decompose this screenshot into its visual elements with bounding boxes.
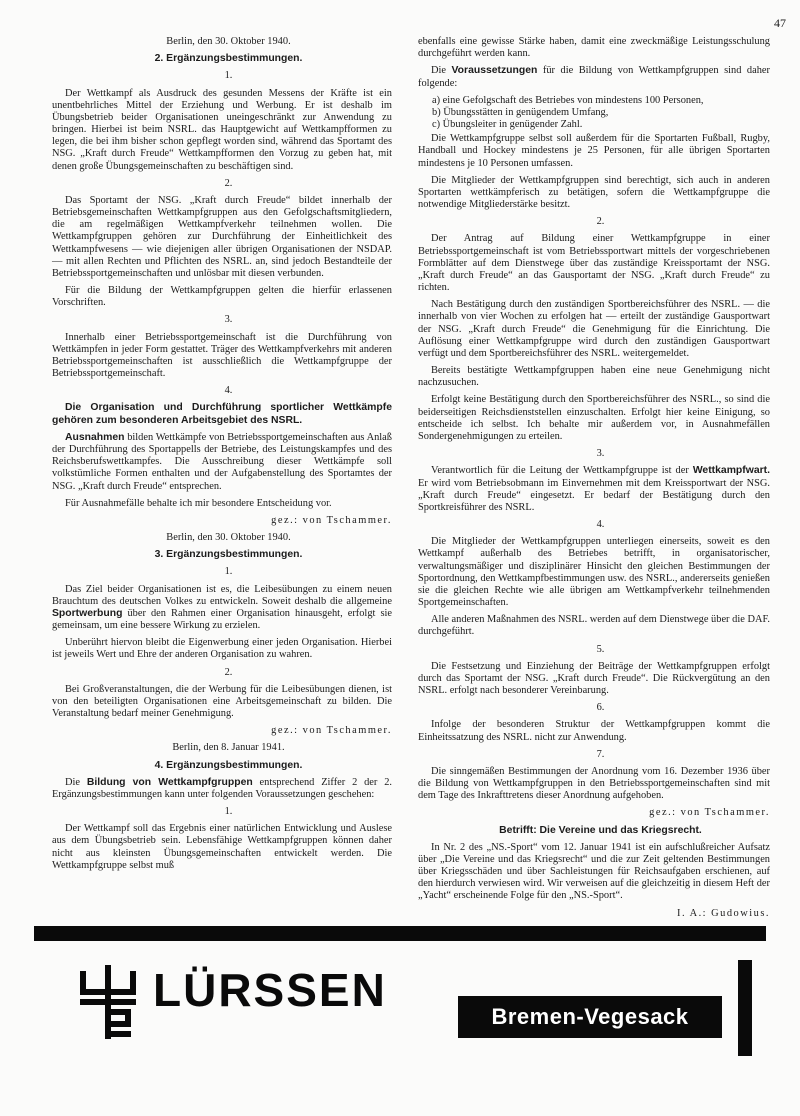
paragraph: Erfolgt keine Bestätigung durch den Sportbereichsführer des NSRL., so sind die beiderseitigen Reichsdienststellen einzuschalten. Erfolgt hier keine Einigung, so entscheide ich selbst. Ich behalte mir außerdem vor, in Ausnahmefällen Sondergenehmigungen zu erteilen.: [418, 394, 770, 442]
paragraph: ebenfalls eine gewisse Stärke haben, damit eine zweckmäßige Leistungsschulung durchgeführt werden kann.: [418, 36, 770, 60]
section-date: Berlin, den 30. Oktober 1940.: [166, 532, 291, 544]
paragraph-text: Das Ziel beider Organisationen ist es, die Leibesübungen zu einem neuen Brauchtum des deutschen Volkes zu entwickeln. Soweit deshalb die allgemeine: [52, 583, 392, 607]
paragraph-number: 4.: [224, 385, 233, 397]
bold-lead: Ausnahmen: [65, 431, 125, 443]
signature: gez.: von Tschammer.: [271, 725, 392, 737]
paragraph: Alle anderen Maßnahmen des NSRL. werden auf dem Dienstwege über die DAF. durchgeführt.: [418, 614, 770, 638]
left-column: [52, 36, 392, 877]
paragraph: [418, 465, 770, 514]
list-item: c) Übungsleiter in genügender Zahl.: [432, 119, 583, 131]
paragraph: Für Ausnahmefälle behalte ich mir besondere Entscheidung vor.: [65, 497, 332, 509]
paragraph-number: 3.: [224, 314, 233, 326]
signature: I. A.: Gudowius.: [677, 907, 770, 919]
signature: gez.: von Tschammer.: [649, 807, 770, 819]
bold-statement: Die Organisation und Durchführung sportlicher Wettkämpfe gehören zum besonderen Arbeitsgebiet des NSRL.: [52, 402, 392, 426]
paragraph-text: Verantwortlich für die Leitung der Wettkampfgruppe ist der: [431, 465, 693, 477]
paragraph: Bereits bestätigte Wettkampfgruppen haben eine neue Genehmigung nicht nachzusuchen.: [418, 365, 770, 389]
section-date: Berlin, den 8. Januar 1941.: [172, 742, 285, 754]
paragraph-number: 1.: [224, 566, 233, 578]
paragraph-number: 2.: [224, 666, 233, 678]
list-item: b) Übungsstätten in genügendem Umfang,: [432, 106, 609, 118]
paragraph: Das Sportamt der NSG. „Kraft durch Freude“ bildet innerhalb der Betriebsgemeinschaften Wettkampfgruppen aus den Gefolgschaftsmitgliedern, die am regelmäßigen Wettkampfverkehr teilnehmen wollen. Die Wettkampfgruppen gehören zur Durchführung der Einheitlichkeit des Wettkampfwesens — wie diejenigen aller übrigen Organisationen der NSDAP. — mit allen Rechten und Pflichten des NSRL. an, sind jedoch Bestandteile der Betriebssportgemeinschaften und unlösbar mit diesen verbunden.: [52, 194, 392, 279]
paragraph-number: 1.: [224, 806, 233, 818]
page-number: 47: [774, 16, 786, 30]
right-column: [418, 36, 770, 925]
paragraph: Nach Bestätigung durch den zuständigen Sportbereichsführer des NSRL. — die innerhalb von vier Wochen zu erfolgen hat — erteilt der zuständige Gausportwart der NSG. „Kraft durch Freude“ die Genehmigung für die Einrichtung. Die Auflösung einer Wettkampfgruppe wird durch den zuständigen Gausportwart verfügt und dem Sportbereichsführer des NSRL. weitergemeldet.: [418, 299, 770, 359]
paragraph: Die Festsetzung und Einziehung der Beiträge der Wettkampfgruppen erfolgt durch das Sportamt der NSG. „Kraft durch Freude“. Die Rückvergütung an den NSRL. erfolgt nach besonderer Vereinbarung.: [418, 660, 770, 697]
paragraph: [52, 777, 392, 801]
bold-term: Sportwerbung: [52, 607, 123, 619]
paragraph-text: Er wird vom Betriebsobmann im Einvernehmen mit dem Kreissportwart der NSG. „Kraft durch Freude“ eingesetzt. Er bedarf der Bestätigung durch den Sportkreisführer des NSRL.: [418, 477, 770, 513]
paragraph-number: 7.: [596, 748, 605, 760]
paragraph-text: entsprechend Ziffer 2 der 2. Ergänzungsbestimmungen kann unter folgenden Voraussetzungen geschehen:: [52, 776, 392, 800]
section-heading: 4. Ergänzungsbestimmungen.: [154, 759, 303, 771]
section-heading: 3. Ergänzungsbestimmungen.: [154, 549, 303, 561]
paragraph: Für die Bildung der Wettkampfgruppen gelten die hierfür erlassenen Vorschriften.: [52, 285, 392, 309]
paragraph-text: für die Bildung von Wettkampfgruppen sind daher folgende:: [418, 65, 770, 89]
paragraph-number: 5.: [596, 643, 605, 655]
signature: gez.: von Tschammer.: [271, 514, 392, 526]
paragraph-number: 2.: [596, 216, 605, 228]
advertisement-top-bar: [34, 926, 766, 941]
requirements-list: [432, 95, 770, 132]
list-item: a) eine Gefolgschaft des Betriebes von mindestens 100 Personen,: [432, 94, 704, 106]
paragraph: Die sinngemäßen Bestimmungen der Anordnung vom 16. Dezember 1936 über die Bildung von Wettkampfgruppen in den Betriebssportgemeinschaften sind mit dem Tage des Inkrafttretens dieser Anordnung aufgehoben.: [418, 765, 770, 802]
section-date: Berlin, den 30. Oktober 1940.: [166, 36, 291, 47]
paragraph-text: bilden Wettkämpfe von Betriebssportgemeinschaften aus Anlaß der Durchführung des Sportappells der Betriebe, des Leistungskampfes und des Reichsberufswettkampfes. Die Ausschreibung dieser Wettkämpfe soll volkstümliche Formen enthalten und der Aufgabenstellung des Sportamtes der NSG. „Kraft durch Freude“ entsprechen.: [52, 431, 392, 492]
paragraph: [52, 432, 392, 493]
paragraph: Die Mitglieder der Wettkampfgruppen sind berechtigt, sich auch in anderen Sportarten wettkämpferisch zu betätigen, sofern die Wettkampfgruppe die notwendige Mitgliederstärke besitzt.: [418, 174, 770, 211]
paragraph: Unberührt hiervon bleibt die Eigenwerbung einer jeden Organisation. Hierbei ist jeweils Wert und Ehre der anderen Organisation zu wahren.: [52, 637, 392, 661]
paragraph: Der Wettkampf soll das Ergebnis einer natürlichen Entwicklung und Auslese aus dem Übungsbetrieb sein. Lebensfähige Wettkampfgruppen können daher nicht aus kleinsten Übungsgemeinschaften entwickelt werden. Die Wettkampfgruppe selbst muß: [52, 823, 392, 871]
paragraph: Die Wettkampfgruppe selbst soll außerdem für die Sportarten Fußball, Rugby, Handball und Hockey mindestens je 25 Personen, für alle übrigen Sportarten mindestens je 10 Personen umfassen.: [418, 133, 770, 169]
paragraph-number: 4.: [596, 519, 605, 531]
paragraph: Der Antrag auf Bildung einer Wettkampfgruppe in einer Betriebssportgemeinschaft ist vom Betriebssportwart mittels der vorgeschriebenen Formblätter auf dem Dienstwege über das zuständige Kreissportamt der NSG. „Kraft durch Freude“ an das Gausportamt der NSG. „Kraft durch Freude“ zu richten.: [418, 233, 770, 294]
paragraph: Die Mitglieder der Wettkampfgruppen unterliegen einerseits, soweit es den Wettkampf außerhalb des Betriebes betrifft, in organisatorischer, verwaltungsmäßiger und disziplinärer Hinsicht den gleichen Bestimmungen der Sportordnung, den Wettkampfbestimmungen usw. des NSRL., andererseits genießen sie die gleichen Rechte wie alle übrigen am Wettkampfverkehr teilnehmenden Sportgemeinschaften.: [418, 536, 770, 609]
paragraph: Der Wettkampf als Ausdruck des gesunden Messens der Kräfte ist ein unentbehrliches Mittel der Erziehung und Werbung. Er ist deshalb im Übungsbetrieb beider Organisationen uneingeschränkt zur Anwendung zu bringen. Hierbei ist beim NSRL. das Hauptgewicht auf Wettkampfformen zu legen, die bei ihm bisher schon gepflegt worden sind, während das Sportamt des NSG. „Kraft durch Freude“ Wettkampfformen den Vorzug zu geben hat, mit denen große Übungsgemeinschaften zu beschäftigen sind.: [52, 87, 392, 172]
bold-term: Voraussetzungen: [451, 65, 538, 77]
paragraph: [52, 584, 392, 633]
section-heading: 2. Ergänzungsbestimmungen.: [154, 53, 303, 65]
paragraph-number: 2.: [224, 177, 233, 189]
paragraph: Infolge der besonderen Struktur der Wettkampfgruppen kommt die Einheitssatzung des NSRL. nicht zur Anwendung.: [418, 719, 770, 743]
paragraph: Innerhalb einer Betriebssportgemeinschaft ist die Durchführung von Wettkämpfen in jeder Form gestattet. Träger des Wettkampfverkehrs mit anderen Betriebssportgemeinschaften ist ausschließlich die Wettkampfgruppe der Betriebssportgemeinschaft.: [52, 331, 392, 380]
advertiser-brand: LÜRSSEN: [153, 964, 387, 1016]
notice-title: Betrifft: Die Vereine und das Kriegsrecht.: [499, 824, 702, 836]
paragraph-text: über den Rahmen einer Organisation hinausgeht, erfolgt sie gemeinsam, um eine bessere Wirkung zu erzielen.: [52, 607, 392, 632]
lurssen-logo-icon: [73, 962, 143, 1042]
paragraph-number: 6.: [596, 702, 605, 714]
advertisement-side-bar: [738, 960, 752, 1056]
paragraph-text: Die: [431, 65, 452, 77]
paragraph-text: Die: [65, 776, 87, 788]
bold-term: Bildung von Wettkampfgruppen: [86, 776, 253, 788]
advertiser-location: Bremen-Vegesack: [458, 996, 722, 1038]
paragraph-number: 1.: [224, 70, 233, 82]
paragraph: [418, 65, 770, 89]
bold-term: Wettkampfwart.: [692, 465, 770, 477]
paragraph-number: 3.: [596, 448, 605, 460]
paragraph: Bei Großveranstaltungen, die der Werbung für die Leibesübungen dienen, ist von den beteiligten Organisationen eine Arbeitsgemeinschaft zu bilden. Die Veranstaltung bedarf meiner Genehmigung.: [52, 683, 392, 720]
paragraph: In Nr. 2 des „NS.-Sport“ vom 12. Januar 1941 ist ein aufschlußreicher Aufsatz über „Die Vereine und das Kriegsrecht“ und die zur Zeit geltenden Bestimmungen über Kriegsschäden und über Sachleistungen für Reichsaufgaben erschienen, auf den hierdurch verwiesen wird. Wir verweisen auf die gleichzeitig in diesem Heft der „Yacht“ erscheinende Folge für den „NS.-Sport“.: [418, 841, 770, 902]
